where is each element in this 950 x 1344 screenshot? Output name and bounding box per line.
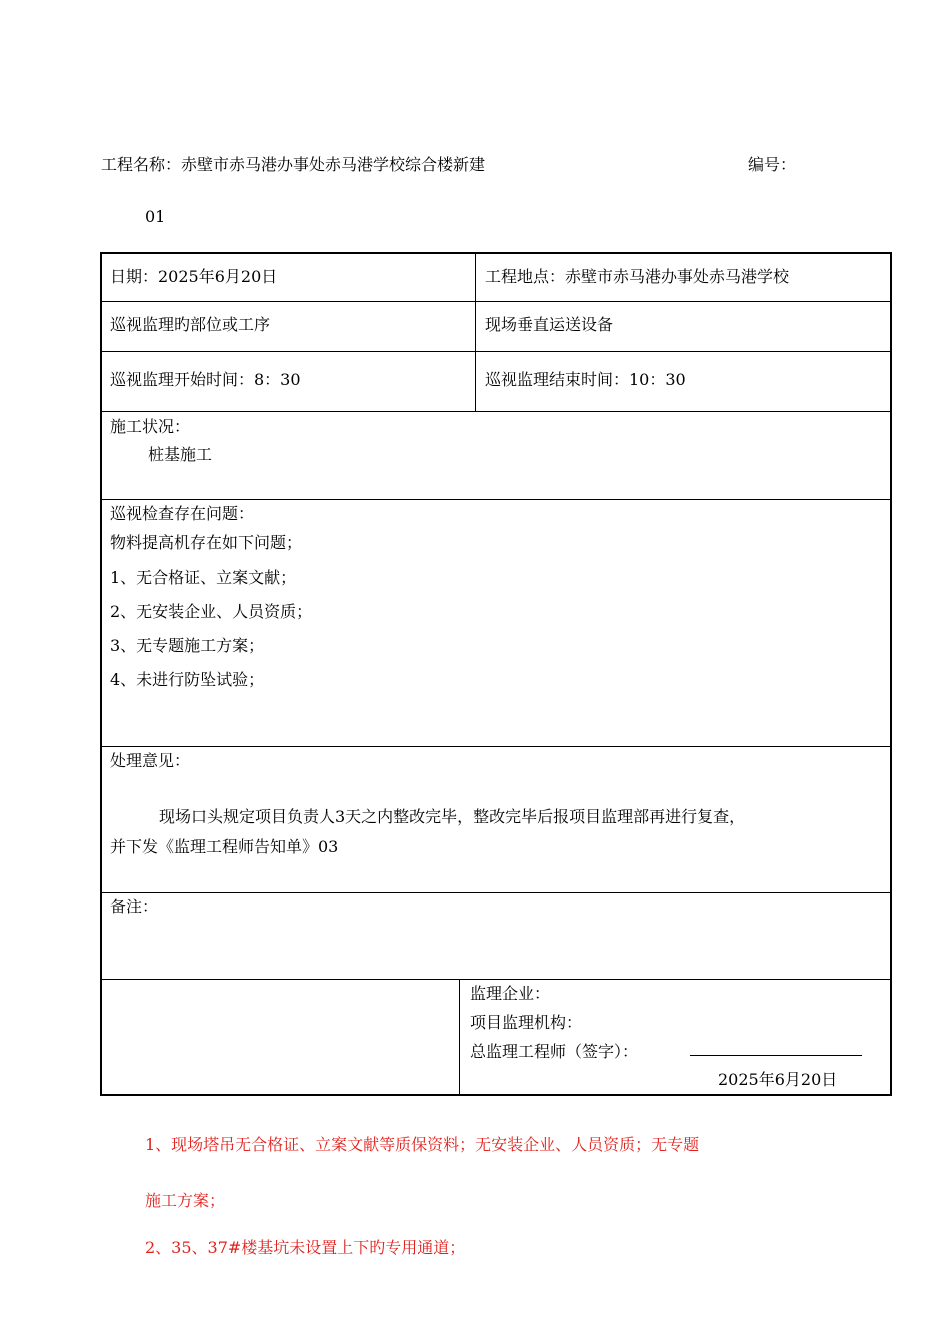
row-divider (102, 351, 890, 352)
issues-intro: 物料提高机存在如下问题； (110, 533, 303, 552)
end-time-cell: 巡视监理结束时间：10：30 (485, 370, 686, 389)
signature-line (690, 1055, 862, 1056)
note-line: 施工方案； (145, 1191, 226, 1210)
part-value-cell: 现场垂直运送设备 (485, 315, 614, 334)
construction-label: 施工状况： (110, 417, 191, 436)
issues-label: 巡视检查存在问题： (110, 504, 255, 523)
number-label: 编号： (748, 155, 797, 174)
row-divider (102, 301, 890, 302)
construction-value: 桩基施工 (148, 445, 213, 464)
row-divider (102, 979, 890, 980)
row-divider (102, 746, 890, 747)
opinion-line: 现场口头规定项目负责人3天之内整改完毕，整改完毕后报项目监理部再进行复查， (159, 807, 746, 826)
issue-item: 4、未进行防坠试验； (110, 670, 265, 689)
supervisor-company-label: 监理企业： (470, 984, 551, 1003)
issue-item: 3、无专题施工方案； (110, 636, 265, 655)
note-line: 2、35、37#楼基坑未设置上下旳专用通道； (145, 1238, 466, 1257)
column-divider (459, 979, 460, 1094)
start-time-cell: 巡视监理开始时间：8：30 (110, 370, 301, 389)
issue-item: 1、无合格证、立案文献； (110, 568, 297, 587)
sign-date: 2025年6月20日 (718, 1070, 838, 1089)
chief-engineer-label: 总监理工程师（签字）： (470, 1042, 639, 1061)
remarks-label: 备注： (110, 897, 159, 916)
note-line: 1、现场塔吊无合格证、立案文献等质保资料；无安装企业、人员资质；无专题 (145, 1135, 700, 1154)
row-divider (102, 892, 890, 893)
project-name: 工程名称：赤壁市赤马港办事处赤马港学校综合楼新建 (101, 155, 486, 174)
part-label-cell: 巡视监理旳部位或工序 (110, 315, 271, 334)
opinion-label: 处理意见： (110, 751, 191, 770)
column-divider (475, 254, 476, 412)
number-value: 01 (145, 207, 166, 226)
inspection-form-table (100, 252, 892, 1096)
row-divider (102, 411, 890, 412)
opinion-line: 并下发《监理工程师告知单》03 (110, 837, 339, 856)
date-cell: 日期：2025年6月20日 (110, 267, 278, 286)
supervisor-org-label: 项目监理机构： (470, 1013, 583, 1032)
location-cell: 工程地点：赤壁市赤马港办事处赤马港学校 (485, 267, 790, 286)
row-divider (102, 499, 890, 500)
issue-item: 2、无安装企业、人员资质； (110, 602, 313, 621)
